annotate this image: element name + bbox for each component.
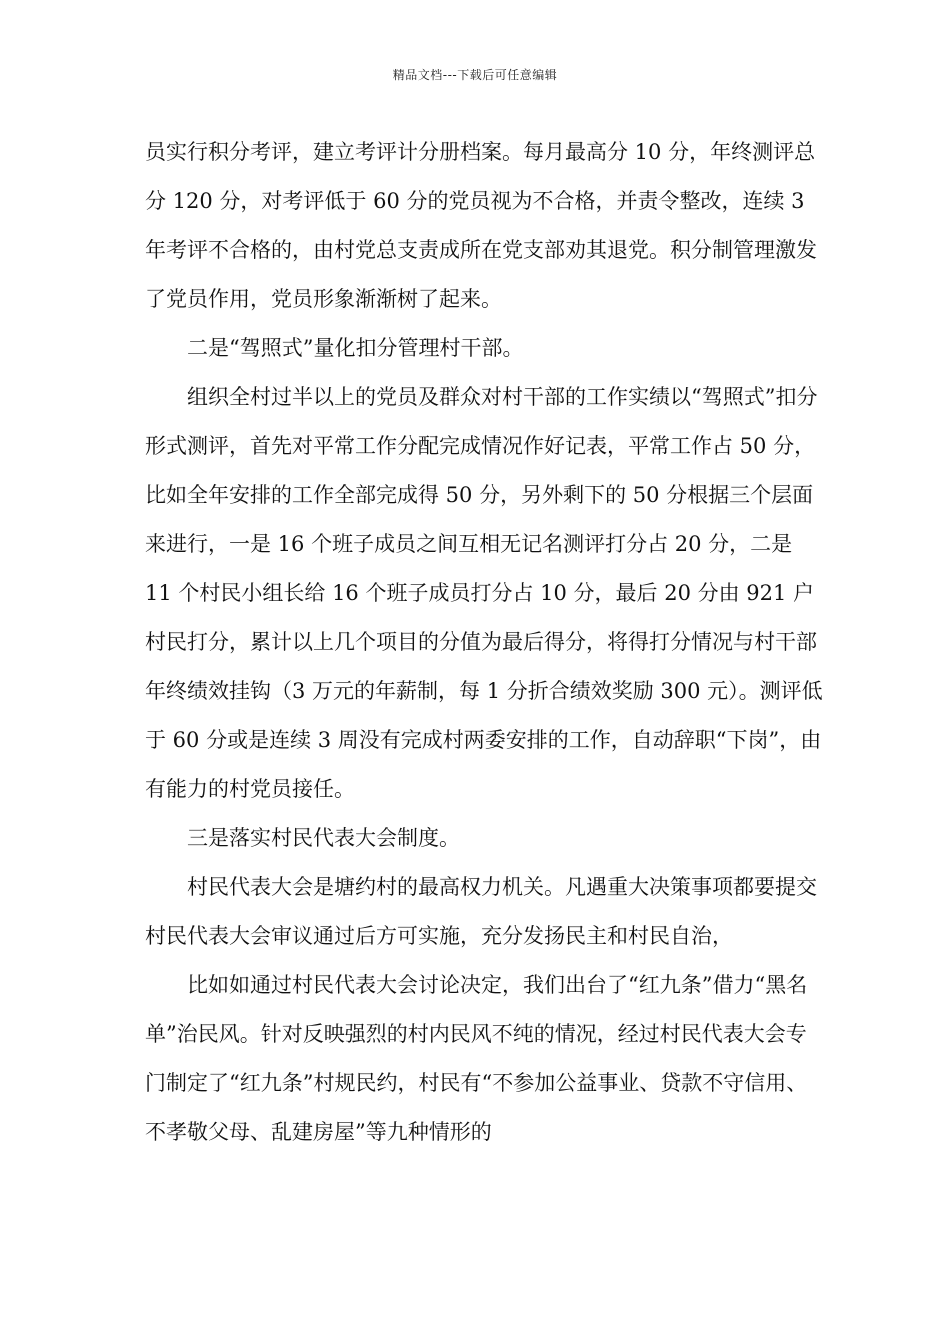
paragraph-5: 村民代表大会是塘约村的最高权力机关。凡遇重大决策事项都要提交村民代表大会审议通过后方可实施，充分发扬民主和村民自治， xyxy=(145,875,817,948)
running-header: 精品文档---下载后可任意编辑 xyxy=(392,68,558,82)
paragraph-2: 二是“驾照式”量化扣分管理村干部。 xyxy=(187,336,524,360)
paragraph-1: 员实行积分考评，建立考评计分册档案。每月最高分 10 分，年终测评总分 120 分，对考评低于 60 分的党员视为不合格，并责令整改，连续 3 年考评不合格的，由村党总支责成所在党支部劝其退党。积分制管理激发了党员作用，党员形象渐渐树了起来。 xyxy=(145,140,817,311)
paragraph-3: 组织全村过半以上的党员及群众对村干部的工作实绩以“驾照式”扣分形式测评，首先对平常工作分配完成情况作好记表，平常工作占 50 分，比如全年安排的工作全部完成得 50 分，另外剩下的 50 分根据三个层面来进行，一是 16 个班子成员之间互相无记名测评打分占 20 分，二是 11 个村民小组长给 16 个班子成员打分占 10 分，最后 20 分由 921 户村民打分，累计以上几个项目的分值为最后得分，将得打分情况与村干部年终绩效挂钩（3 万元的年薪制，每 1 分折合绩效奖励 300 元）。测评低于 60 分或是连续 3 周没有完成村两委安排的工作，自动辞职“下岗”，由有能力的村党员接任。 xyxy=(145,385,823,801)
paragraph-4: 三是落实村民代表大会制度。 xyxy=(187,826,460,850)
paragraph-6: 比如如通过村民代表大会讨论决定，我们出台了“红九条”借力“黑名单”治民风。针对反映强烈的村内民风不纯的情况，经过村民代表大会专门制定了“红九条”村规民约，村民有“不参加公益事业、贷款不守信用、不孝敬父母、乱建房屋”等九种情形的 xyxy=(145,973,808,1144)
body-text xyxy=(145,128,825,1157)
